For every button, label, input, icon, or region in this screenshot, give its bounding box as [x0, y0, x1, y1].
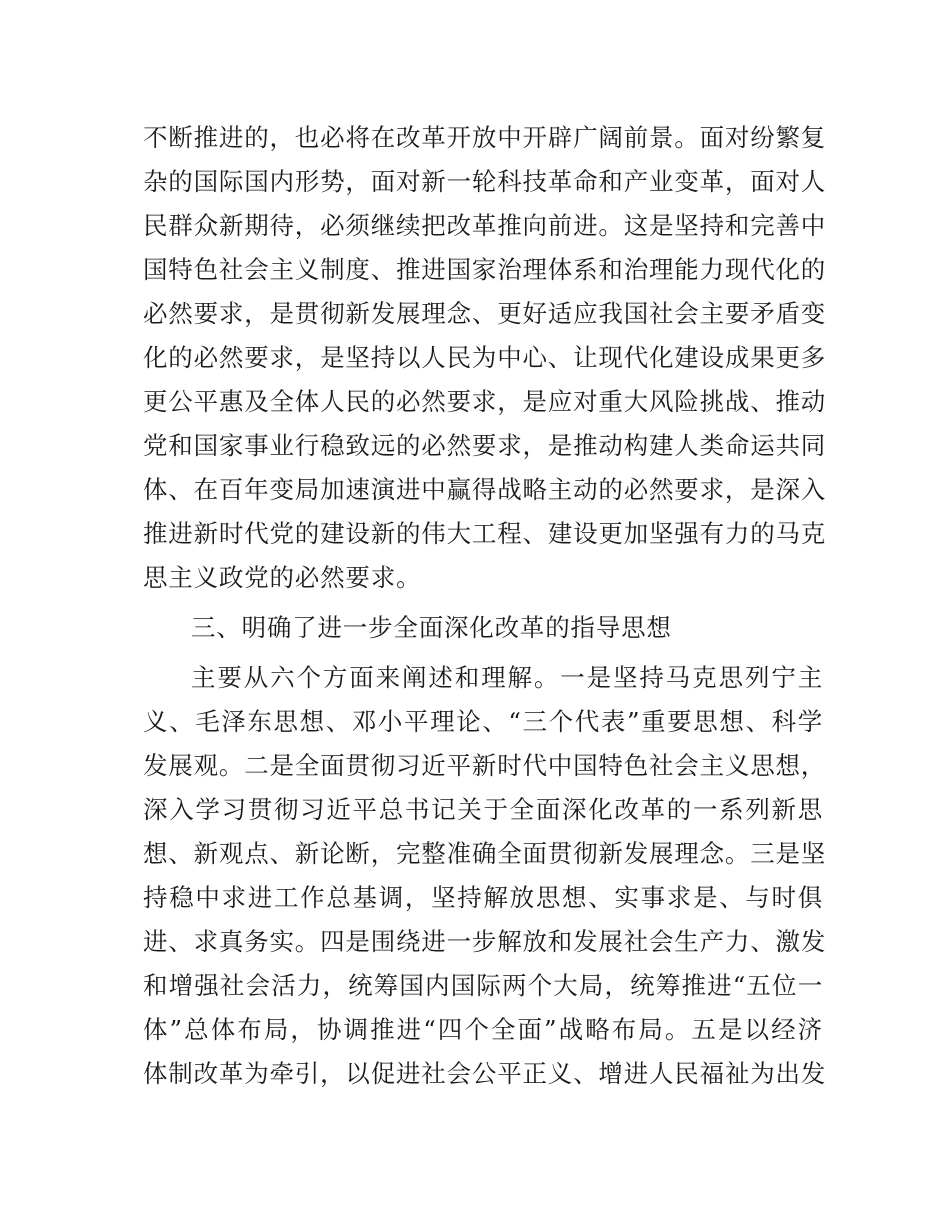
paragraph-line: 义、毛泽东思想、邓小平理论、“三个代表”重要思想、科学: [143, 707, 823, 736]
paragraph-line: 必然要求，是贯彻新发展理念、更好适应我国社会主要矛盾变: [143, 299, 827, 328]
paragraph-line: 更公平惠及全体人民的必然要求，是应对重大风险挑战、推动: [143, 387, 827, 416]
paragraph-line: 体、在百年变局加速演进中赢得战略主动的必然要求，是深入: [143, 475, 827, 504]
paragraph-line: 和增强社会活力，统筹国内国际两个大局，统筹推进“五位一: [143, 971, 823, 1000]
paragraph-line: 党和国家事业行稳致远的必然要求，是推动构建人类命运共同: [143, 431, 827, 460]
paragraph-line: 杂的国际国内形势，面对新一轮科技革命和产业变革，面对人: [143, 167, 827, 196]
paragraph-line: 体”总体布局，协调推进“四个全面”战略布局。五是以经济: [143, 1015, 823, 1044]
paragraph-line: 民群众新期待，必须继续把改革推向前进。这是坚持和完善中: [143, 211, 827, 240]
paragraph-line: 化的必然要求，是坚持以人民为中心、让现代化建设成果更多: [143, 343, 827, 372]
section-heading: 三、明确了进一步全面深化改革的指导思想: [191, 613, 672, 642]
paragraph-line: 不断推进的，也必将在改革开放中开辟广阔前景。面对纷繁复: [143, 123, 827, 152]
paragraph-line: 进、求真务实。四是围绕进一步解放和发展社会生产力、激发: [143, 927, 827, 956]
paragraph-line-first: 主要从六个方面来阐述和理解。一是坚持马克思列宁主: [191, 663, 823, 692]
paragraph-line: 深入学习贯彻习近平总书记关于全面深化改革的一系列新思: [143, 795, 823, 824]
paragraph-line-last: 思主义政党的必然要求。: [143, 563, 422, 592]
paragraph-line: 持稳中求进工作总基调，坚持解放思想、实事求是、与时俱: [143, 883, 823, 912]
paragraph-line: 国特色社会主义制度、推进国家治理体系和治理能力现代化的: [143, 255, 827, 284]
paragraph-line: 发展观。二是全面贯彻习近平新时代中国特色社会主义思想，: [143, 751, 827, 780]
paragraph-line: 推进新时代党的建设新的伟大工程、建设更加坚强有力的马克: [143, 519, 827, 548]
paragraph-line: 想、新观点、新论断，完整准确全面贯彻新发展理念。三是坚: [143, 839, 827, 868]
paragraph-line: 体制改革为牵引，以促进社会公平正义、增进人民福祉为出发: [143, 1059, 827, 1088]
